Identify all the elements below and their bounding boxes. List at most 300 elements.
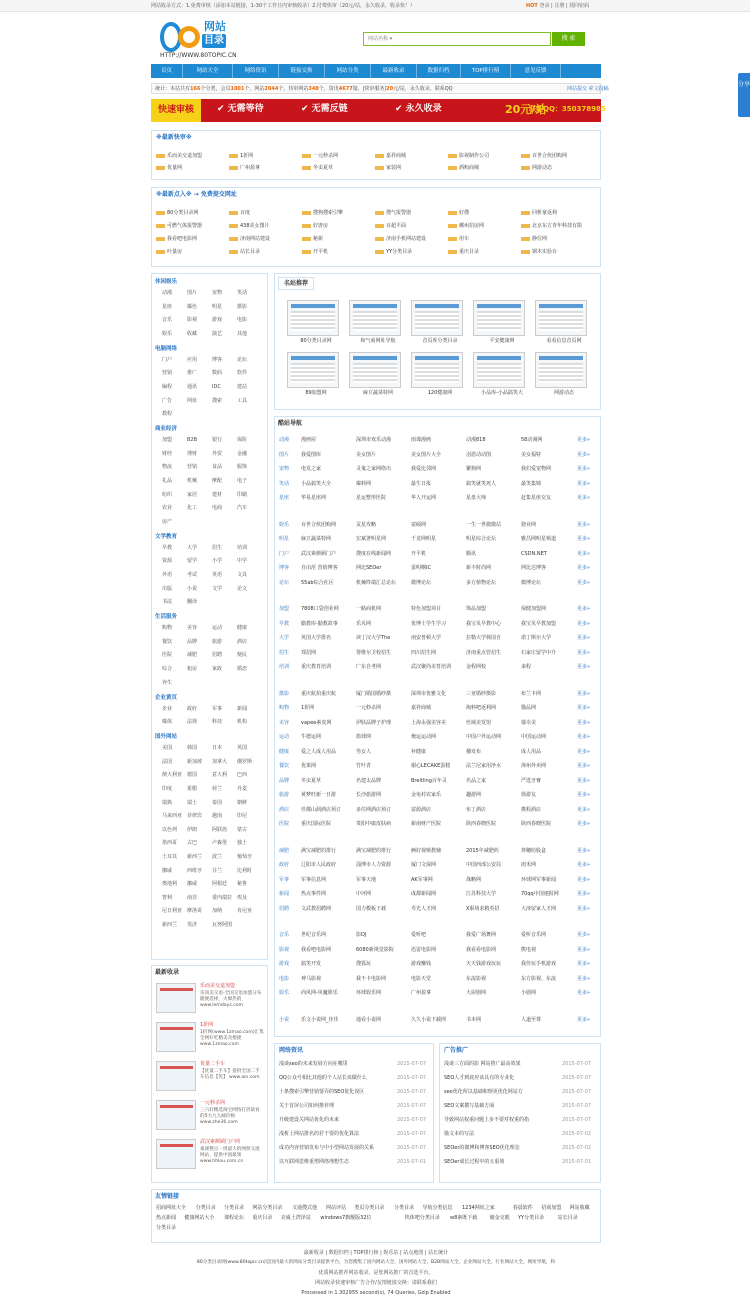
- guide-link[interactable]: 丝域美发馆: [466, 719, 492, 726]
- guide-link[interactable]: 陕西春晓医院: [521, 821, 552, 827]
- guide-link[interactable]: 名建太品牌: [356, 777, 382, 784]
- friend-link[interactable]: 类页分类目录: [354, 1205, 385, 1211]
- news-item[interactable]: 导致网站权重问题上步不要对权重的指: [444, 1117, 530, 1123]
- sidebar-item[interactable]: 品牌: [187, 638, 198, 645]
- sidebar-item[interactable]: 新西兰: [162, 922, 178, 928]
- more-link[interactable]: 更多»: [577, 495, 591, 501]
- friend-link[interactable]: 分类目录: [224, 1205, 245, 1211]
- guide-link[interactable]: 严选牙膏: [521, 777, 542, 784]
- sidebar-item[interactable]: 编程: [162, 384, 173, 390]
- more-link[interactable]: 更多»: [577, 521, 591, 528]
- guide-link[interactable]: 重庆国际医院: [301, 821, 332, 827]
- guide-link[interactable]: 来程: [521, 664, 532, 670]
- sidebar-item[interactable]: 媒体: [162, 719, 173, 726]
- sidebar-item[interactable]: 印度: [162, 786, 173, 792]
- more-link[interactable]: 更多»: [577, 763, 591, 769]
- recent-thumbnail[interactable]: [156, 1100, 196, 1130]
- sidebar-item[interactable]: B2B: [187, 437, 198, 444]
- famous-site-label[interactable]: 看看信息首页网: [546, 338, 582, 344]
- guide-link[interactable]: 新丰时尚网: [466, 565, 492, 571]
- more-link[interactable]: 更多»: [577, 705, 591, 711]
- guide-category[interactable]: 健康: [279, 748, 290, 755]
- more-link[interactable]: 更多»: [577, 437, 591, 443]
- sidebar-item[interactable]: 金融: [237, 450, 248, 457]
- guide-link[interactable]: 美女福特: [521, 451, 542, 458]
- site-link[interactable]: 重庆目录: [448, 249, 479, 255]
- guide-link[interactable]: 机械终端汇总论坛: [356, 579, 397, 586]
- guide-link[interactable]: 繁狗网: [466, 466, 482, 472]
- famous-site-label[interactable]: 网游动态: [553, 390, 574, 396]
- guide-link[interactable]: 百世合伙团购网: [301, 521, 337, 528]
- guide-link[interactable]: 影DJ: [356, 932, 367, 938]
- news-item[interactable]: 升级建设关网站优化的未来: [279, 1117, 340, 1123]
- sidebar-item[interactable]: 外贸: [212, 450, 223, 457]
- guide-link[interactable]: 男女人: [356, 748, 372, 755]
- guide-link[interactable]: 赶集星座交友: [521, 495, 552, 501]
- guide-link[interactable]: 金程网校: [466, 664, 487, 670]
- guide-link[interactable]: 搜狐玩: [356, 961, 372, 967]
- sidebar-item[interactable]: 宠物: [212, 290, 223, 296]
- site-link[interactable]: 优量网: [156, 165, 182, 171]
- guide-category[interactable]: 减肥: [279, 847, 290, 854]
- site-link[interactable]: 438美女图片: [229, 223, 270, 229]
- sidebar-item[interactable]: 网址: [187, 397, 198, 404]
- sidebar-item[interactable]: 文具: [237, 572, 248, 578]
- guide-link[interactable]: 补健康: [411, 748, 427, 755]
- guide-category[interactable]: 招生: [279, 649, 290, 656]
- friend-link[interactable]: 招商网址大全: [156, 1205, 187, 1211]
- guide-link[interactable]: 我看吧电影网: [301, 946, 332, 953]
- guide-link[interactable]: 播发布: [466, 748, 482, 755]
- site-link[interactable]: 好唐房: [302, 223, 328, 229]
- guide-link[interactable]: 我爱广场舞网: [466, 932, 497, 938]
- recent-item[interactable]: [156, 1061, 264, 1099]
- guide-link[interactable]: 爆料网: [356, 480, 372, 487]
- friend-link[interactable]: 网站评估: [326, 1205, 347, 1211]
- sidebar-item[interactable]: 数码: [212, 370, 223, 377]
- guide-link[interactable]: 葬穗纺股盒: [521, 847, 547, 854]
- sidebar-item[interactable]: 农业: [162, 505, 173, 512]
- sidebar-item[interactable]: 荷兰: [212, 786, 223, 792]
- friend-link[interactable]: 健康网站大全: [184, 1215, 215, 1221]
- site-link[interactable]: 开平机: [302, 249, 328, 255]
- more-link[interactable]: 更多»: [577, 664, 591, 670]
- guide-link[interactable]: 漫画屋: [301, 437, 317, 443]
- nav-item[interactable]: 最新收录: [371, 64, 417, 78]
- sidebar-item[interactable]: 收藏: [187, 330, 198, 337]
- guide-link[interactable]: 乐贝网: [356, 620, 372, 627]
- news-item[interactable]: 锚文本的写法: [444, 1131, 475, 1137]
- famous-site-label[interactable]: 麻豆蔬菜特网: [362, 390, 393, 396]
- sidebar-item[interactable]: 摄影: [237, 303, 248, 310]
- sidebar-item[interactable]: 卢森堡: [212, 840, 228, 847]
- sidebar-item[interactable]: 财经: [162, 450, 173, 457]
- guide-link[interactable]: 一元秒杀网: [356, 705, 382, 711]
- sidebar-item[interactable]: 物流: [162, 464, 173, 471]
- news-item[interactable]: 成功内容营销发布与中小型网站发展的关系: [279, 1145, 375, 1151]
- guide-link[interactable]: 郁幸美: [521, 719, 537, 726]
- guide-link[interactable]: 优博士学生学习: [411, 620, 447, 627]
- guide-link[interactable]: 重庆航拍重庆航: [301, 690, 337, 697]
- guide-link[interactable]: 7808口袋创业网: [301, 606, 339, 612]
- sidebar-item[interactable]: 动漫: [162, 290, 173, 296]
- site-link[interactable]: 站长目录: [229, 249, 260, 255]
- guide-category[interactable]: 博客: [279, 565, 290, 571]
- sidebar-item[interactable]: 建材: [212, 491, 223, 498]
- guide-link[interactable]: 富硕网: [411, 521, 427, 528]
- famous-site-thumbnail[interactable]: [287, 352, 339, 388]
- friend-link[interactable]: 1234网址之家: [462, 1205, 495, 1211]
- site-link[interactable]: 用车: [448, 236, 469, 242]
- guide-link[interactable]: 帮维尔卫校招生: [356, 649, 392, 656]
- guide-link[interactable]: 58动漫网: [521, 437, 543, 443]
- friend-link[interactable]: 春晨软件: [512, 1205, 533, 1211]
- nav-item[interactable]: 网络资讯: [233, 64, 279, 78]
- site-link[interactable]: 百度: [229, 210, 250, 216]
- guide-link[interactable]: 武汉素颜顾门户: [301, 550, 337, 557]
- guide-link[interactable]: 书本网: [466, 1016, 482, 1023]
- sidebar-item[interactable]: 建站: [237, 384, 248, 390]
- sidebar-item[interactable]: 大学: [187, 544, 198, 551]
- guide-link[interactable]: 搞笑开发: [301, 961, 322, 967]
- sidebar-item[interactable]: 科技: [212, 719, 223, 726]
- guide-link[interactable]: 最生日报: [411, 480, 432, 487]
- guide-link[interactable]: 济南重点管招生: [466, 649, 502, 656]
- guide-link[interactable]: 搜度在线新闻网: [356, 550, 392, 557]
- sidebar-item[interactable]: 家政: [212, 666, 223, 672]
- guide-category[interactable]: 论坛: [279, 579, 290, 586]
- guide-link[interactable]: 新南财产医院: [411, 821, 442, 827]
- guide-category[interactable]: 军事: [279, 876, 290, 883]
- more-link[interactable]: 更多»: [577, 620, 591, 627]
- sidebar-item[interactable]: 韩国: [187, 745, 198, 752]
- news-item[interactable]: 关于首屏公司如何推荐理: [279, 1103, 335, 1109]
- guide-link[interactable]: 成人用品: [521, 748, 542, 755]
- guide-link[interactable]: 伊肤品牌子护理: [356, 719, 392, 726]
- site-link[interactable]: 冬虫夏草: [302, 165, 333, 171]
- guide-link[interactable]: 竹叶青: [356, 763, 372, 769]
- nav-item[interactable]: 首页: [151, 64, 183, 78]
- guide-link[interactable]: 淘料吧返利网: [466, 705, 497, 711]
- sidebar-item[interactable]: 比利时: [237, 867, 253, 874]
- sidebar-item[interactable]: 博客: [212, 356, 223, 363]
- sidebar-item[interactable]: 推广: [187, 370, 198, 377]
- friend-link[interactable]: windows7旗舰版32位: [320, 1215, 372, 1221]
- guide-link[interactable]: 网比达博客: [521, 565, 547, 571]
- guide-link[interactable]: 我们爱宠物网: [521, 466, 552, 472]
- news-item[interactable]: QQ公众号相比其他的个人站长该做什么: [279, 1075, 367, 1081]
- guide-link[interactable]: 俺运运动网: [411, 734, 437, 740]
- famous-site-label[interactable]: 80分类目录网: [300, 338, 332, 344]
- guide-link[interactable]: X职场求精英招: [466, 905, 500, 912]
- sidebar-item[interactable]: 书法: [162, 599, 173, 606]
- sidebar-item[interactable]: 英国: [237, 745, 248, 752]
- famous-site-thumbnail[interactable]: [287, 300, 339, 336]
- sidebar-item[interactable]: 企业: [162, 705, 173, 712]
- nav-item[interactable]: 数据归档: [417, 64, 461, 78]
- guide-link[interactable]: 热点事件网: [301, 891, 327, 897]
- account-links[interactable]: [526, 3, 589, 9]
- sidebar-item[interactable]: 门户: [162, 356, 173, 363]
- site-link[interactable]: 可燃气体报警器: [156, 223, 202, 229]
- site-link[interactable]: 影视制作公司: [448, 153, 489, 159]
- guide-link[interactable]: 55ab综合社区: [301, 579, 334, 586]
- guide-link[interactable]: 天天钱游戏玩玩: [466, 961, 502, 967]
- sidebar-item[interactable]: 星座: [162, 303, 173, 310]
- sidebar-item[interactable]: 以色列: [162, 826, 178, 833]
- sidebar-item[interactable]: 希腊: [187, 786, 198, 792]
- guide-category[interactable]: 星座: [279, 495, 290, 501]
- guide-link[interactable]: 我爱图库: [301, 451, 322, 458]
- famous-site-thumbnail[interactable]: [349, 352, 401, 388]
- guide-link[interactable]: 大屋剧网: [466, 990, 487, 996]
- news-item[interactable]: 以互联网思维重塑网络理想生态: [279, 1159, 350, 1165]
- sidebar-item[interactable]: 法规: [187, 719, 198, 726]
- famous-site-thumbnail[interactable]: [349, 300, 401, 336]
- guide-link[interactable]: 东流影视: [466, 975, 487, 982]
- sidebar-item[interactable]: 加盟: [162, 437, 173, 444]
- search-button[interactable]: 搜 索: [552, 32, 585, 46]
- guide-link[interactable]: 满宝减肥的排行: [356, 847, 392, 854]
- news-item[interactable]: SEOer的微博和博客SEO优化理念: [444, 1145, 520, 1151]
- sidebar-item[interactable]: 其他: [237, 330, 248, 337]
- friend-link[interactable]: 网站收藏: [569, 1205, 590, 1211]
- guide-link[interactable]: 雨禾网: [521, 862, 537, 868]
- more-link[interactable]: 更多»: [577, 480, 591, 487]
- guide-link[interactable]: 星盘大师: [466, 495, 487, 501]
- guide-link[interactable]: 金龟村农家乐: [411, 792, 442, 798]
- recent-item-title[interactable]: 武汉素颜顾门户网: [200, 1139, 241, 1145]
- sidebar-item[interactable]: 马来西亚: [162, 813, 183, 820]
- sidebar-item[interactable]: 阿根廷: [212, 881, 228, 888]
- guide-link[interactable]: 广州盈拿: [411, 990, 432, 996]
- guide-category[interactable]: 政府: [279, 862, 290, 868]
- nav-item[interactable]: 链接交换: [279, 64, 325, 78]
- friend-link[interactable]: 文通搜式他: [292, 1205, 318, 1211]
- guide-link[interactable]: 中评网: [356, 891, 372, 897]
- more-link[interactable]: 更多»: [577, 862, 591, 868]
- sidebar-item[interactable]: 明星: [212, 303, 223, 310]
- friend-link[interactable]: 课程论坛: [224, 1215, 245, 1221]
- guide-link[interactable]: 淄博市人力资源: [356, 862, 392, 868]
- site-link[interactable]: 好搜: [448, 210, 469, 216]
- sidebar-item[interactable]: 综合: [162, 666, 173, 672]
- site-link[interactable]: 搜气报警器: [375, 210, 411, 216]
- sidebar-item[interactable]: 房产: [162, 518, 173, 525]
- news-item[interactable]: SEOer成长过程中的五重境: [444, 1159, 505, 1165]
- famous-site-thumbnail[interactable]: [535, 300, 587, 336]
- news-item[interactable]: 浅谈三方面的影 网站推广最高效果: [444, 1061, 521, 1067]
- friend-link[interactable]: 亮威土湾泽站: [280, 1215, 311, 1221]
- share-button[interactable]: 分享: [738, 73, 750, 117]
- friend-link[interactable]: 快体吧分类目录: [404, 1215, 440, 1221]
- more-link[interactable]: 更多»: [577, 565, 591, 571]
- footer-links[interactable]: 最新收录 | 数据归档 | TOP排行榜 | 娱乐站 | 站点地图 | 站长统计: [303, 1250, 449, 1256]
- more-link[interactable]: 更多»: [577, 792, 591, 798]
- sidebar-item[interactable]: 泰国: [212, 799, 223, 806]
- sidebar-item[interactable]: 影视: [187, 317, 198, 324]
- sidebar-item[interactable]: 斐济: [187, 922, 198, 928]
- sidebar-item[interactable]: 机构: [237, 719, 248, 726]
- sidebar-item[interactable]: 搜索: [212, 397, 223, 404]
- guide-category[interactable]: 宠物: [279, 466, 290, 472]
- sidebar-item[interactable]: 葡萄牙: [237, 854, 253, 860]
- more-link[interactable]: 更多»: [577, 606, 591, 612]
- famous-site-thumbnail[interactable]: [473, 352, 525, 388]
- sidebar-item[interactable]: 食品: [212, 464, 223, 471]
- guide-link[interactable]: 名品之家: [466, 777, 487, 784]
- news-item[interactable]: seo优化所以基础和理更优化网站方: [444, 1089, 523, 1095]
- guide-category[interactable]: 图片: [279, 451, 290, 458]
- more-link[interactable]: 更多»: [577, 891, 591, 897]
- guide-category[interactable]: 餐饮: [279, 763, 290, 769]
- guide-link[interactable]: 拉勒大学韩国自: [466, 635, 502, 641]
- guide-link[interactable]: 大淳留家人才网: [521, 905, 557, 912]
- guide-link[interactable]: 贵阳中康皮肤病: [356, 821, 392, 827]
- guide-link[interactable]: 漳州外卖网: [521, 763, 547, 769]
- sidebar-item[interactable]: 埃及: [237, 894, 248, 901]
- sidebar-item[interactable]: 朝鲜: [237, 799, 248, 806]
- sidebar-item[interactable]: 银行: [212, 437, 223, 444]
- sidebar-item[interactable]: 便民: [237, 652, 248, 659]
- famous-site-label[interactable]: 89加盟网: [305, 390, 327, 396]
- sidebar-item[interactable]: 蒙古: [237, 826, 248, 833]
- sidebar-item[interactable]: 小学: [212, 558, 223, 565]
- sidebar-item[interactable]: 中学: [237, 558, 248, 565]
- guide-link[interactable]: 俩好视频教辅: [411, 847, 442, 854]
- more-link[interactable]: 更多»: [577, 635, 591, 641]
- news-item[interactable]: SEO人才到底应该具有的专业化: [444, 1075, 515, 1081]
- sidebar-item[interactable]: 应用: [187, 356, 198, 363]
- sidebar-item[interactable]: 秘鲁: [237, 881, 248, 888]
- site-logo[interactable]: [158, 16, 244, 62]
- guide-link[interactable]: 微博论坛: [521, 579, 542, 586]
- sidebar-item[interactable]: 新闻: [237, 705, 248, 712]
- sidebar-item[interactable]: 独士: [237, 840, 248, 847]
- guide-link[interactable]: 我看看电影网: [466, 946, 497, 953]
- sidebar-item[interactable]: 军事: [212, 705, 223, 712]
- recent-item[interactable]: [156, 1100, 264, 1138]
- guide-link[interactable]: 一路商机网: [356, 606, 382, 612]
- sidebar-item[interactable]: IDC: [212, 384, 221, 390]
- guide-category[interactable]: 笑话: [279, 480, 290, 487]
- sidebar-item[interactable]: 巴西: [237, 772, 248, 779]
- more-link[interactable]: 更多»: [577, 649, 591, 656]
- guide-link[interactable]: 中国户外运动网: [466, 734, 502, 740]
- more-link[interactable]: 更多»: [577, 975, 591, 982]
- guide-link[interactable]: 东方影视、东流: [521, 975, 557, 982]
- sidebar-item[interactable]: 智利: [162, 894, 173, 901]
- more-link[interactable]: 更多»: [577, 748, 591, 755]
- friend-link[interactable]: 热点新闻: [156, 1215, 177, 1221]
- site-link[interactable]: 1折网: [229, 153, 253, 159]
- sidebar-item[interactable]: 新加坡: [187, 758, 203, 765]
- guide-link[interactable]: 6080新视觉影院: [356, 946, 394, 953]
- guide-category[interactable]: 美容: [279, 719, 290, 726]
- guide-category[interactable]: 购物: [279, 705, 290, 711]
- search-input[interactable]: [364, 33, 550, 45]
- guide-link[interactable]: CSDN.NET: [521, 550, 547, 557]
- guide-category[interactable]: 摄影: [279, 690, 290, 697]
- sidebar-item[interactable]: 加拿大: [212, 758, 228, 765]
- recent-thumbnail[interactable]: [156, 1022, 196, 1052]
- nav-item[interactable]: 网站分类: [325, 64, 371, 78]
- sidebar-item[interactable]: 电子: [237, 478, 248, 484]
- site-link[interactable]: 郴州招房网: [448, 223, 484, 229]
- guide-link[interactable]: 开平机: [411, 550, 427, 557]
- guide-link[interactable]: 爱之人成人用品: [301, 748, 337, 755]
- sidebar-item[interactable]: 古巴: [187, 840, 198, 847]
- guide-link[interactable]: 乐文小说网_佳佳: [301, 1016, 339, 1023]
- guide-link[interactable]: 麻豆蔬菜特网: [301, 536, 332, 542]
- guide-link[interactable]: 雨课漫画: [411, 437, 432, 443]
- sidebar-item[interactable]: 美容: [187, 625, 198, 632]
- recent-thumbnail[interactable]: [156, 1061, 196, 1091]
- friend-link[interactable]: 分类目录: [394, 1205, 415, 1211]
- site-link[interactable]: 80分类目录网: [156, 210, 198, 216]
- site-link[interactable]: 百世合伙团购网: [521, 153, 567, 159]
- sidebar-item[interactable]: 摩洛哥: [187, 908, 203, 915]
- site-link[interactable]: 同析童返利: [521, 210, 557, 216]
- guide-category[interactable]: 明星: [279, 536, 290, 542]
- recent-item[interactable]: [156, 1139, 264, 1177]
- sidebar-item[interactable]: 化工: [187, 505, 198, 512]
- friend-link[interactable]: 分类目录: [195, 1205, 216, 1211]
- sidebar-item[interactable]: 丹麦: [237, 786, 248, 792]
- site-link[interactable]: 网游动态: [521, 165, 552, 171]
- sidebar-item[interactable]: 瓦努阿图: [212, 922, 233, 928]
- guide-link[interactable]: 美女图片: [356, 451, 377, 458]
- sidebar-item[interactable]: 越南: [212, 813, 223, 820]
- guide-link[interactable]: 饰品加盟: [466, 606, 487, 612]
- famous-site-thumbnail[interactable]: [411, 352, 463, 388]
- sidebar-item[interactable]: 购物: [162, 625, 173, 632]
- sidebar-item[interactable]: 运动: [212, 625, 223, 632]
- recent-item[interactable]: [156, 983, 264, 1021]
- nav-item[interactable]: TOP排行榜: [461, 64, 511, 78]
- nav-item[interactable]: 网站大全: [183, 64, 233, 78]
- sidebar-item[interactable]: 翻译: [187, 599, 198, 606]
- guide-category[interactable]: 医院: [279, 821, 290, 827]
- sidebar-item[interactable]: 养生: [162, 679, 173, 686]
- guide-link[interactable]: 勤教库-勤教故事: [301, 620, 338, 627]
- more-link[interactable]: 更多»: [577, 847, 591, 854]
- guide-link[interactable]: 自由范 营销博客: [301, 565, 338, 571]
- sidebar-item[interactable]: 论坛: [237, 356, 248, 363]
- sidebar-item[interactable]: 委内瑞拉: [212, 894, 233, 901]
- sidebar-item[interactable]: 菲律宾: [187, 813, 203, 820]
- friend-link[interactable]: YY分类目录: [518, 1215, 545, 1221]
- friend-link[interactable]: 分类目录: [156, 1225, 177, 1231]
- guide-category[interactable]: 运动: [279, 734, 290, 740]
- guide-link[interactable]: 1折网: [301, 705, 315, 711]
- sidebar-item[interactable]: 招生: [212, 544, 223, 551]
- sidebar-item[interactable]: 文学: [212, 585, 223, 592]
- site-link[interactable]: 静位网: [521, 236, 547, 242]
- recent-thumbnail[interactable]: [156, 1139, 196, 1169]
- guide-link[interactable]: 爱听吧: [411, 932, 427, 938]
- nav-item[interactable]: 意见反馈: [511, 64, 561, 78]
- recent-item-title[interactable]: 一元秒杀网: [200, 1100, 226, 1106]
- guide-link[interactable]: 谢心LECAKE蛋糕: [411, 763, 451, 769]
- guide-link[interactable]: 陕西春晓医院: [466, 821, 497, 827]
- sidebar-item[interactable]: 摩配: [212, 478, 223, 484]
- more-link[interactable]: 更多»: [577, 961, 591, 967]
- sidebar-item[interactable]: 招聘: [212, 652, 223, 659]
- sidebar-item[interactable]: 西班牙: [187, 867, 203, 874]
- guide-link[interactable]: 徐游友: [521, 792, 537, 798]
- guide-link[interactable]: vapee素皮网: [301, 719, 332, 726]
